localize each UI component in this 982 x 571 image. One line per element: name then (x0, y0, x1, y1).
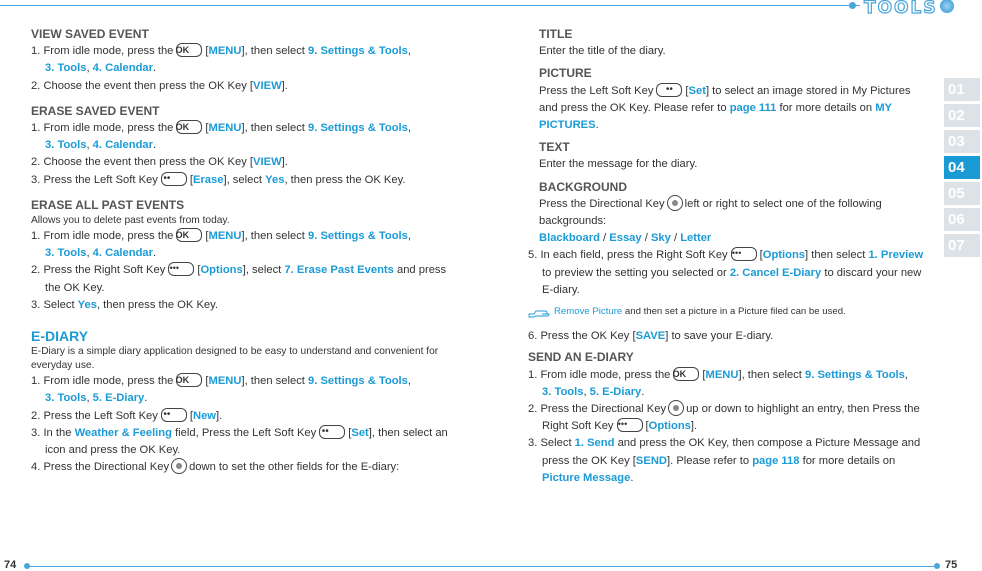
view-saved-step-1: 1. From idle mode, press theOK [MENU], then select 9. Settings & Tools, 3. Tools, 4. Calendar. (31, 43, 449, 77)
erase-all-step-1: 1. From idle mode, press theOK [MENU], then select 9. Settings & Tools, 3. Tools, 4. Calendar. (31, 228, 449, 262)
header-line (0, 5, 860, 6)
e-diary-step-2: 2. Press the Left Soft Key•• [New]. (31, 408, 449, 425)
e-diary-title: E-DIARY (31, 328, 89, 345)
chapter-tabs (944, 78, 980, 260)
page-number-right: 75 (945, 559, 958, 571)
erase-saved-step-1: 1. From idle mode, press theOK [MENU], then select 9. Settings & Tools, 3. Tools, 4. Calendar. (31, 120, 449, 154)
left-soft-key-icon (319, 425, 345, 439)
e-diary-step-3: 3. In the Weather & Feeling field, Press the Left Soft Key•• [Set], then select an icon and press the OK Key. (31, 425, 449, 459)
erase-saved-step-3: 3. Press the Left Soft Key•• [Erase], select Yes, then press the OK Key. (31, 172, 449, 189)
erase-saved-event-heading: ERASE SAVED EVENT (31, 103, 160, 118)
background-field-description: Press the Directional Key left or right to select one of the following backgrounds: Blackboard / Essay / Sky / Letter (528, 196, 928, 248)
footer-dot-left (24, 563, 30, 569)
send-step-1: 1. From idle mode, press theOK [MENU], then select 9. Settings & Tools, 3. Tools, 5. E-Diary. (528, 367, 928, 401)
chapter-tab-05[interactable]: 05 (944, 182, 980, 205)
erase-all-description: Allows you to delete past events from today. (31, 215, 230, 227)
text-field-heading: TEXT (539, 140, 570, 155)
picture-field-heading: PICTURE (539, 66, 592, 81)
background-field-heading: BACKGROUND (539, 179, 627, 194)
right-soft-key-icon (731, 247, 757, 261)
chapter-tab-01[interactable]: 01 (944, 78, 980, 101)
section-title: TOOLS (864, 0, 938, 18)
note-hand-icon (528, 305, 550, 318)
right-soft-key-icon (617, 418, 643, 432)
header-orb (940, 0, 954, 13)
footer-line (28, 566, 938, 567)
erase-all-past-events-heading: ERASE ALL PAST EVENTS (31, 197, 185, 212)
erase-saved-step-2: 2. Choose the event then press the OK Key [VIEW]. (31, 156, 288, 169)
e-diary-step-6: 6. Press the OK Key [SAVE] to save your E-diary. (528, 330, 774, 343)
chapter-tab-06[interactable]: 06 (944, 208, 980, 231)
ok-key-icon (176, 120, 202, 134)
ok-key-icon (176, 43, 202, 57)
right-page-content (528, 26, 928, 487)
erase-all-step-3: 3. Select Yes, then press the OK Key. (31, 298, 219, 311)
chapter-tab-04-active[interactable]: 04 (944, 156, 980, 179)
e-diary-step-5: 5. In each field, press the Right Soft Key••• [Options] then select 1. Preview to preview the setting you selected or 2. Cancel E-Diary to discard your new E-diary. (528, 247, 928, 299)
left-soft-key-icon (161, 408, 187, 422)
directional-key-icon (667, 195, 683, 211)
erase-all-step-2: 2. Press the Right Soft Key••• [Options], select 7. Erase Past Events and press the OK Key. (31, 262, 449, 296)
picture-field-description: Press the Left Soft Key•• [Set] to select an image stored in My Pictures and press the OK Key. Please refer to page 111 for more details on MY PICTURES. (528, 83, 928, 135)
right-soft-key-icon (168, 262, 194, 276)
title-field-heading: TITLE (539, 27, 573, 41)
send-e-diary-heading: SEND AN E-DIARY (528, 350, 634, 365)
ok-key-icon (176, 228, 202, 242)
view-saved-event-heading: VIEW SAVED EVENT (31, 27, 149, 41)
chapter-tab-02[interactable]: 02 (944, 104, 980, 127)
left-page-content (31, 26, 449, 476)
ok-key-icon (673, 367, 699, 381)
directional-key-icon (171, 458, 187, 474)
text-field-description: Enter the message for the diary. (539, 158, 698, 171)
ok-key-icon (176, 373, 202, 387)
title-field-description: Enter the title of the diary. (539, 45, 666, 58)
send-step-3: 3. Select 1. Send and press the OK Key, then compose a Picture Message and press the OK Key [SEND]. Please refer to page 118 for more details on Picture Message. (528, 437, 921, 484)
left-soft-key-icon (656, 83, 682, 97)
e-diary-description: E-Diary is a simple diary application designed to be easy to understand and convenient for everyday use. (31, 346, 439, 372)
send-step-2: 2. Press the Directional Key up or down to highlight an entry, then Press the Right Soft Key••• [Options]. (528, 401, 928, 435)
header-dot (849, 2, 856, 9)
chapter-tab-03[interactable]: 03 (944, 130, 980, 153)
e-diary-step-4: 4. Press the Directional Key down to set the other fields for the E-diary: (31, 459, 449, 476)
view-saved-step-2: 2. Choose the event then press the OK Key [VIEW]. (31, 79, 288, 92)
left-soft-key-icon (161, 172, 187, 186)
chapter-tab-07[interactable]: 07 (944, 234, 980, 257)
e-diary-step-1: 1. From idle mode, press theOK [MENU], then select 9. Settings & Tools, 3. Tools, 5. E-Diary. (31, 373, 449, 407)
note: Remove Picture and then set a picture in a Picture filed can be used. (528, 303, 928, 320)
directional-key-icon (668, 400, 684, 416)
page-number-left: 74 (4, 559, 17, 571)
footer-dot-right (934, 563, 940, 569)
